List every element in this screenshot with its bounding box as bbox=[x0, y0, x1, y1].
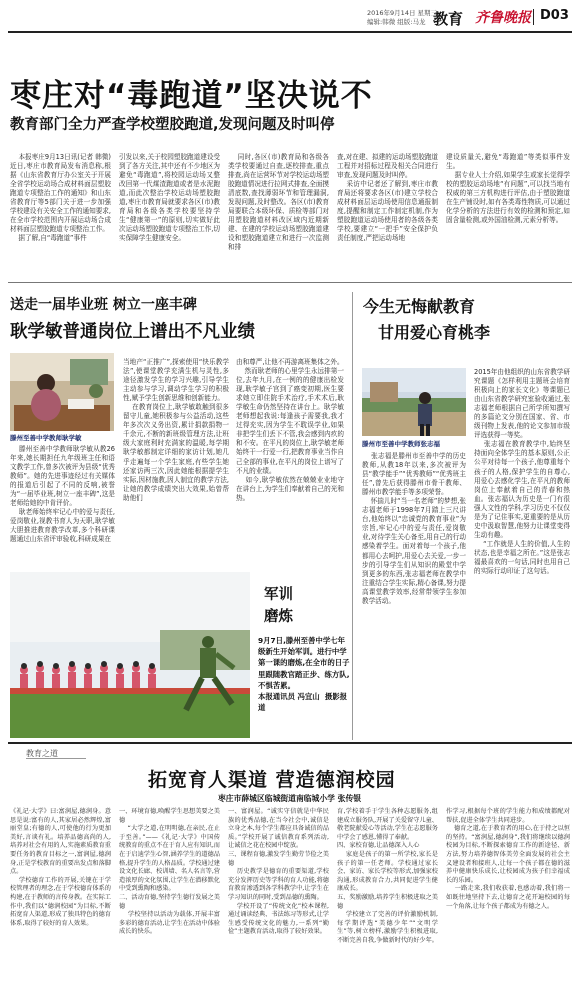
column-divider bbox=[352, 292, 353, 740]
main-col-3: 同时,各区(市)教育局和各级各类学校要通过自查,逐校排查,重点排查,尚在运营环节对学校运动场塑胶跑道情况进行拉网式排查,全面摸清底数,查找薄弱环节和管理漏洞,发现问题,及时整改。各区(市)教育局要联合本级环保、质检等部门对用塑胶跑道材料改区域内近期新建、在建的学校运动场塑胶跑道建设和塑胶跑道建立和进行一次监测和排 bbox=[228, 153, 330, 252]
page-number: D03 bbox=[540, 8, 569, 23]
header-rule bbox=[8, 31, 572, 33]
teacher-photo-caption: 滕州至善中学教师耿学敏 bbox=[10, 434, 82, 442]
left-story-headline-2: 耿学敏普通岗位上谱出不凡业绩 bbox=[10, 322, 255, 342]
bottom-headline: 拓宽育人渠道 营造德润校园 bbox=[148, 769, 396, 791]
main-col-1: 本报枣庄9月13日讯(记者 韩微) 近日,枣庄市教育局发布消息称,根据《山东省教育厅办公室关于开展全省学校运动场合成材料面层塑胶跑道专项整治工作的通知》和山东省教育厅等5部门关于进一步加强学校建设有关安全工作的通知要求,在全市学校范围内开展运动场合成材料面层塑胶跑道专项整治工作。 据了解,自“毒跑道”事件 bbox=[10, 153, 112, 243]
teacher-photo bbox=[10, 353, 114, 431]
paper-logo: 齐鲁晚报 bbox=[475, 10, 531, 26]
section-divider-1 bbox=[8, 282, 572, 283]
left-story-col-a: 滕州至善中学教师耿学敏从教26年来,她长期担任九年级班主任和语文教学工作,曾多次被评为县级“优秀教师”。她的先进事迹经过有关媒体的报道后引起了不同的反响,被誉为“一届毕业班,树立一座丰碑”,这是老师给她的中肯评价。 耿老师始终牢记心中的爱与责任,爱岗敬业,视教书育人为天职,耿学敏大胆推进教育教学改革,多个科研课题通过山东省评审验收,科研成果在 bbox=[10, 445, 116, 544]
right-story-col-b: 2015年由他组织的山东省教学研究课题《怎样利用主题班会培育积极向上的家长文化》等课题已由山东省教学研究室验收通过,张志福老师根据自己所学所知撰写的多篇论文分别在国家、省、市级刊物上发表,他的论文参加市级评选获得一等奖。 张志福在教育教学中,始终坚持面向全体学生的基本原则,公正公平对待每一个孩子,他尊重每个孩子的人格,保护学生的自尊心,用爱心去感化学生,在平凡的教师岗位上奉献着自己的青春和热血。张志福认为历史是一门有很强人文性的学科,学习历史不仅仅是为了记住事实,更重要的是从历史中汲取智慧,他努力让课堂变得生动有趣。 “工作就是人生的价值,人生的状态,也是幸福之所在。”这是张志福最喜欢的一句话,同时也用自己的实际行动印证了这句话。 bbox=[474, 368, 571, 576]
editor-line: 编辑:韩微 组版:马龙 bbox=[367, 18, 426, 26]
main-col-2: 引发以来,关于校园塑胶跑道建设受到了各方关注,其中还有不少地区为避免“毒跑道”,将校园运动场又整改回第一代煤渣跑道或者是水泥跑道,而此次整治学校运动场塑胶跑道,枣庄市教育局就要求各区(市)教育局和各级各类学校要坚持学生“健康第一”的原则,切实做好此次运动场塑胶跑道专项整治工作,切实保障学生健康安全。 bbox=[119, 153, 221, 243]
section-label: 教育之道 bbox=[26, 749, 58, 758]
teacher-photo-2-caption: 滕州市至善中学教师张志福 bbox=[362, 440, 440, 448]
header-divider bbox=[533, 9, 534, 25]
bottom-col-1: 《礼记·大学》曰:富润屋,德润身。意思是说:富有的人,其家居必然辉煌,富丽堂皇;有德的人,可使他的行为更加美好,言谈有礼。培养品德高尚的人,培养对社会有用的人,实施素质教育重要任务的教育目标之一,富润屋,德润身,正是学校教育的重要出发点和落脚点。 学校德育工作的开展,关键在于学校管理者的理念,在于学校德育体系的构建,在于教师的言传身教。在实际工作中,我们以“德润校园”为目标,不断拓宽育人渠道,形成了独具特色的德育体系,取得了较好的育人效果。 bbox=[10, 808, 111, 927]
section-name: 教育 bbox=[433, 10, 464, 28]
right-story-headline-1: 今生无悔献教育 bbox=[363, 297, 476, 316]
main-subheadline: 教育部门全力严查学校塑胶跑道,发现问题及时叫停 bbox=[10, 117, 335, 133]
military-training-photo bbox=[10, 572, 250, 738]
main-headline: 枣庄对“毒跑道”坚决说不 bbox=[10, 78, 373, 114]
bottom-col-3: 一、富润屋。“诚实守信就是中华民族的优秀品德,在当今社会中,诚信是立身之本,每个学生都应具备诚信的品质。”学校开展了诚信教育系列活动,让诚信之花在校园中绽放。 三、课程育德,激发学生勤劳节俭之美德 历史教学是德育的重要渠道,学校充分发挥历史等学科的育人功能,将德育教育渗透到各学科教学中,让学生在学习知识的同时,受到品德的熏陶。 学校开设了“传统文化”校本课程,通过诵读经典、书法练习等形式,让学生感受传统文化的魅力,一系列“勤俭”主题教育活动,取得了较好效果。 bbox=[228, 808, 329, 936]
section-label-underline bbox=[26, 758, 86, 759]
date-line: 2016年9月14日 星期三 bbox=[367, 9, 438, 17]
main-col-5: 建设质量关,避免“毒跑道”等类似事件发生。 据专业人士介绍,如果学生或家长觉得学校的塑胶运动场地“有问题”,可以找当地有权威的第三方机构进行评估,由于塑胶跑道在生产铺设时,如有各类毒性物质,可以通过化学分析的方法进行有效的检测和预定,如固含量检测,或外国油检测,元素分析等。 bbox=[446, 153, 570, 225]
photo-story-title-2: 磨炼 bbox=[264, 609, 293, 625]
left-story-col-b: 当地产“正推广”,探索使用“快乐教学法”,使课堂教学充满生机与灵性,多途径激发学生的学习兴趣,引导学生主动参与学习,调动学生学习的积极性,赋予学生创新思维和创新能力。 在教育岗位上,耿学敏敢触到很多留守儿童,她积极参与公益活动,这些年多次次义务出资,累计捐款捐物一千余元,不断的新班级管理方法,让班级大家庭利时充满家的温暖,每学期耿学敏都制定详细的家访计划,她几乎走遍每一个学生家庭,有些学生她还家访两三次,因此她能根据提学生实际,因材施教,因人制宜的教学方法,让她的教学成绩突出大效果,始曾帮助他们 bbox=[123, 358, 229, 502]
left-story-col-c: 由和尊严,让他不再游离班集体之外。 然而耿老师的心里学生永远排第一位,去年九月,在一例的的健康出检发现,耿学敏子宫到了癌变初期,医生要求她立即住院手术治疗,手术术后,耿学敏生命仍然坚持在讲台上。耿学敏老师想起我说:每逢孩子需要我,我才过得充实,因为学生不耽误学业,如果非把学生们丢下不管,我会感到内疚的和不安。在平凡的岗位上,耿学敏老师始终干一行爱一行,把教育事业当作自己全部的事业,在平凡的岗位上谱写了不凡的业绩。 如今,耿学敏依然在兢兢业业地守在讲台上,为学生们奉献着自己的光和热。 bbox=[236, 358, 344, 502]
left-story-headline-1: 送走一届毕业班 树立一座丰碑 bbox=[10, 297, 197, 313]
main-col-4: 查,对在建、拟建的运动场塑胶跑道工程并对招标过程及相关合同进行审查,发现问题及时叫停。 采访中记者还了解到,枣庄市教育局还将要求各区(市)建立学校合成材料面层运动场使用信息通报制度,提醒和制定工作制定机制,作为塑胶跑道运动场使用者的各级各类学校,要建立“一把手”安全保护负责任制度,严把运动场地 bbox=[337, 153, 439, 243]
section-divider-2 bbox=[8, 742, 572, 744]
photo-story-title-1: 军训 bbox=[264, 587, 293, 603]
bottom-col-4: 育,学校着手于学生各种志愿服务,组建成立服务队,开展了关爱留守儿童、敬老院献爱心等活动,学生在志愿服务中学会了感恩,懂得了奉献。 四、家校育德,让品德深入人心 家庭是孩子的第一所学校,家长是孩子的第一任老师。学校通过家长会、家访、家长学校等形式,加强家校沟通,形成教育合力,共同促进学生健康成长。 五、奖励激励,培养学生积极进取之美德 学校建立了完善的评价激励机制,每学期评选“美德少年”“文明学生”等,树立榜样,激励学生积极进取,不断完善自我,争做新时代的好少年。 bbox=[337, 808, 438, 944]
bottom-col-2: 一、环境育德,唤醒学生思想美要之美德 “大学之道,在明明德,在亲民,在止于至善。”——《礼记·大学》中国传统教育的重点不在于育人应有知识,而在于启迪学生心智,涵养学生的道德品格,提升学生的人格品质。学校通过建设文化长廊、校训墙、名人名言等,营造浓厚的文化氛围,让学生在潜移默化中受到熏陶和感染。 二、活动育德,坚持学生德行发展之美德 学校坚持以活动为载体,开展丰富多彩的德育活动,让学生在活动中体验成长的快乐。 bbox=[119, 808, 220, 936]
teacher-photo-2 bbox=[362, 368, 466, 436]
right-story-headline-2: 甘用爱心育桃李 bbox=[378, 323, 491, 342]
photo-story-text: 9月7日,滕州至善中学七年级新生开始军训。进行中学第一课的磨炼,在全市的日子里跟随教官踏正步、练方队,不惧苦累。 本报通讯员 冯宜山 摄影报道 bbox=[258, 636, 350, 713]
bottom-col-5: 作学习,根据每个班的学生能力和成绩都配对帮扶,促进全体学生共同进步。 德育之道,在于教育者的用心,在于持之以恒的坚持。“富润屋,德润身”,我们将继续以德润校园为目标,不断探索德育工作的新途径、新方法,努力培养德智体美劳全面发展的社会主义建设者和接班人,让每一个孩子都在德的滋养中健康快乐成长,让校园成为孩子们幸福成长的乐园。 一路走来,我们收获着,也感动着,我们将一如既往地坚持下去,让德育之花开遍校园的每一个角落,让每个孩子都成为有德之人。 bbox=[446, 808, 570, 910]
right-story-col-a: 张志福是滕州市至善中学的历史教师,从教18年以来,多次被评为县“教学能手”“优秀教师”“优秀班主任”,曾先后获得滕州市骨干教师、滕州市教学能手等多项荣誉。 怀揣儿时“当一名老师”的梦想,张志福老师于1998年7月踏上三尺讲台,他始终以“忠诚党的教育事业”为宗旨,牢记心中的爱与责任,爱岗敬业,对待学生关心备至,用自己的行动感染着学生。面对着每一个孩子,他都用心去呵护,用爱心去关爱,一步一步的引导学生们从知识的殿堂中学到更多的东西,张志福老师在教学中注重结合学生实际,精心备课,努力提高课堂教学效率,经常带领学生参加教学活动。 bbox=[362, 452, 467, 605]
bottom-byline: 枣庄市薛城区临城街道南临城小学 张传银 bbox=[218, 794, 362, 803]
